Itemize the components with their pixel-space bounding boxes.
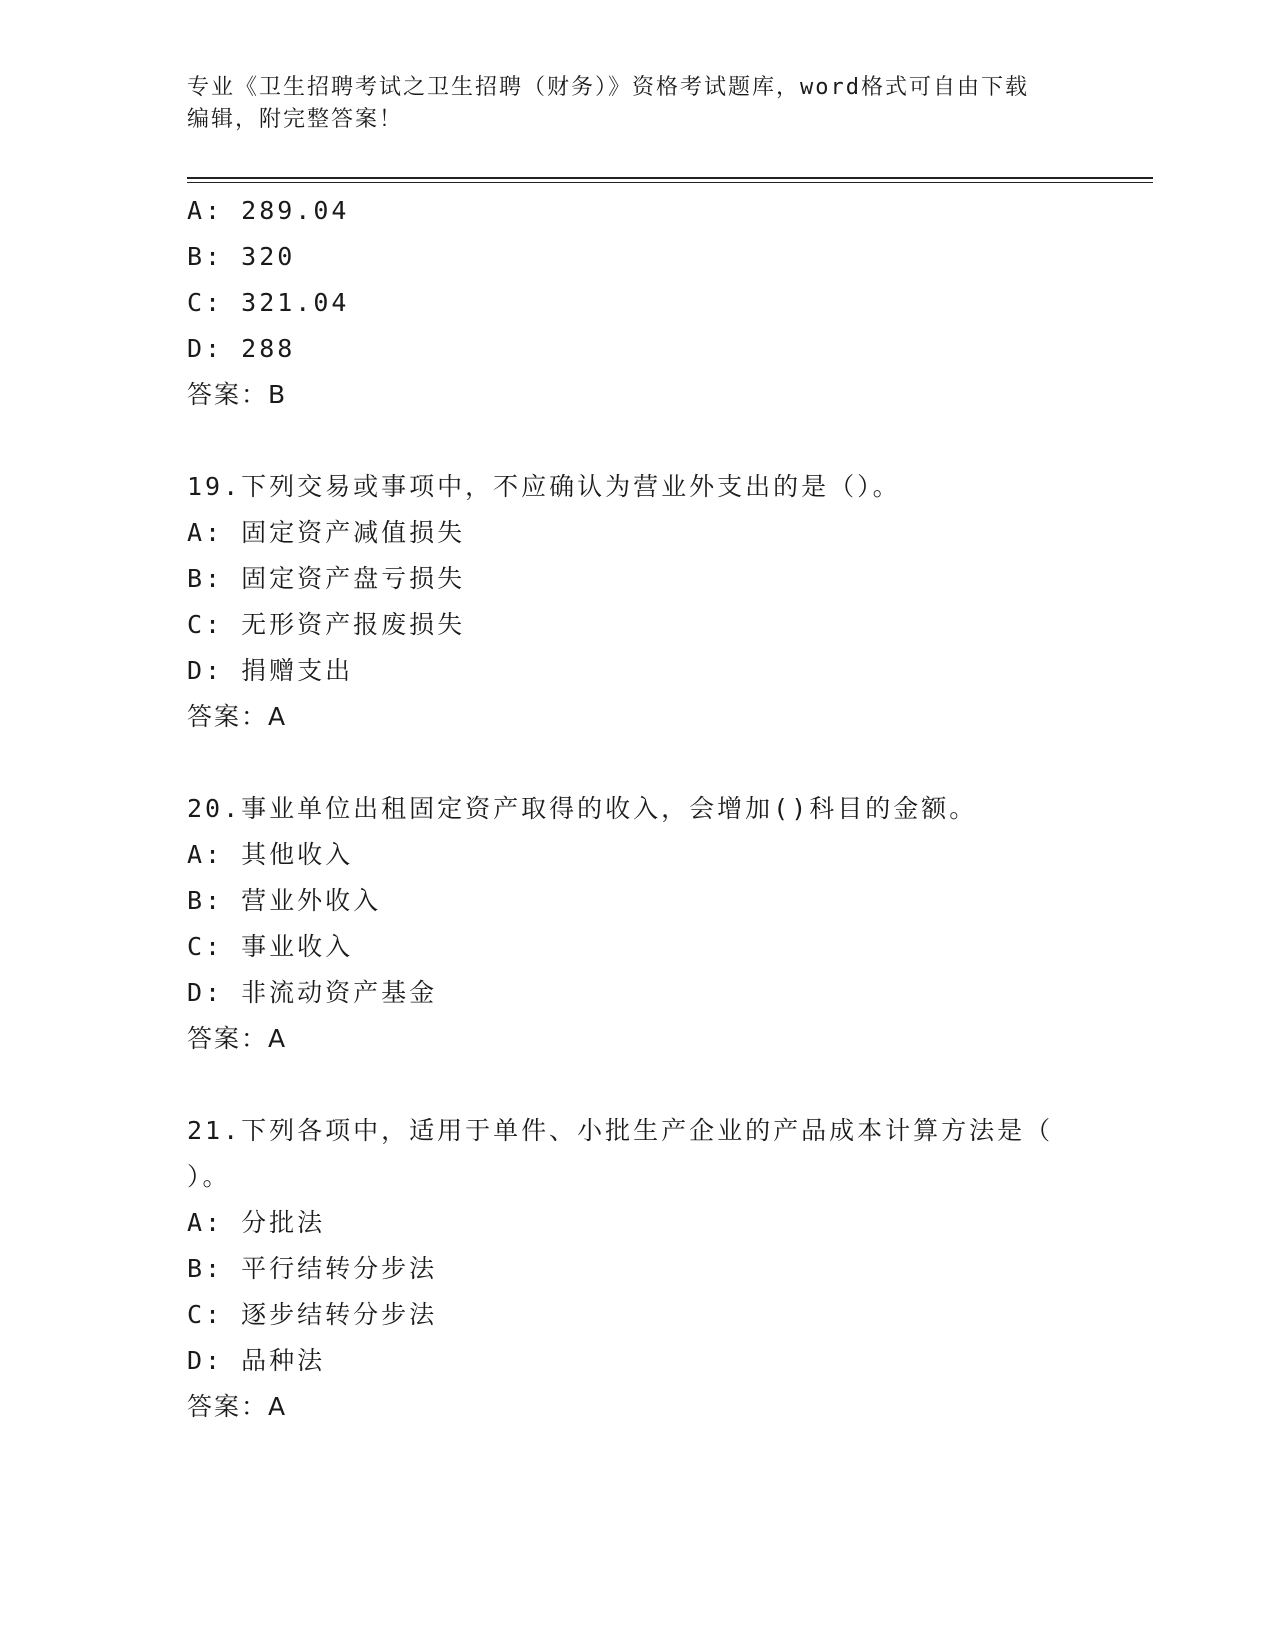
- option-c: C: 无形资产报废损失: [187, 610, 466, 639]
- document-header: [187, 72, 1067, 136]
- header-line-1: 专业《卫生招聘考试之卫生招聘（财务）》资格考试题库，word格式可自由下载: [187, 75, 1029, 100]
- header-divider-thick: [187, 177, 1153, 179]
- option-b: B: 固定资产盘亏损失: [187, 564, 466, 593]
- option-a: A: 固定资产减值损失: [187, 518, 466, 547]
- question-20: [187, 786, 1087, 1062]
- option-c: C: 逐步结转分步法: [187, 1300, 438, 1329]
- question-18: [187, 188, 1087, 418]
- option-d: D: 288: [187, 334, 296, 363]
- spacer: [187, 1062, 1087, 1108]
- spacer: [187, 740, 1087, 786]
- answer-label: 答案：B: [187, 380, 288, 409]
- question-text-line-1: 21.下列各项中，适用于单件、小批生产企业的产品成本计算方法是（: [187, 1116, 1054, 1145]
- option-a: A: 分批法: [187, 1208, 326, 1237]
- question-text-line-2: ）。: [187, 1162, 231, 1191]
- answer-label: 答案：A: [187, 1024, 288, 1053]
- option-a: A: 其他收入: [187, 840, 354, 869]
- option-d: D: 非流动资产基金: [187, 978, 438, 1007]
- option-d: D: 捐赠支出: [187, 656, 354, 685]
- option-b: B: 平行结转分步法: [187, 1254, 438, 1283]
- option-d: D: 品种法: [187, 1346, 326, 1375]
- answer-label: 答案：A: [187, 1392, 288, 1421]
- question-text: 20.事业单位出租固定资产取得的收入，会增加()科目的金额。: [187, 794, 978, 823]
- question-21: [187, 1108, 1087, 1430]
- question-19: [187, 464, 1087, 740]
- header-divider-thin: [187, 182, 1153, 183]
- option-b: B: 营业外收入: [187, 886, 382, 915]
- answer-label: 答案：A: [187, 702, 288, 731]
- option-a: A: 289.04: [187, 196, 350, 225]
- question-list: [187, 188, 1087, 1430]
- question-text: 19.下列交易或事项中，不应确认为营业外支出的是（）。: [187, 472, 901, 501]
- option-c: C: 事业收入: [187, 932, 354, 961]
- header-line-2: 编辑，附完整答案！: [187, 107, 404, 132]
- option-c: C: 321.04: [187, 288, 350, 317]
- spacer: [187, 418, 1087, 464]
- option-b: B: 320: [187, 242, 296, 271]
